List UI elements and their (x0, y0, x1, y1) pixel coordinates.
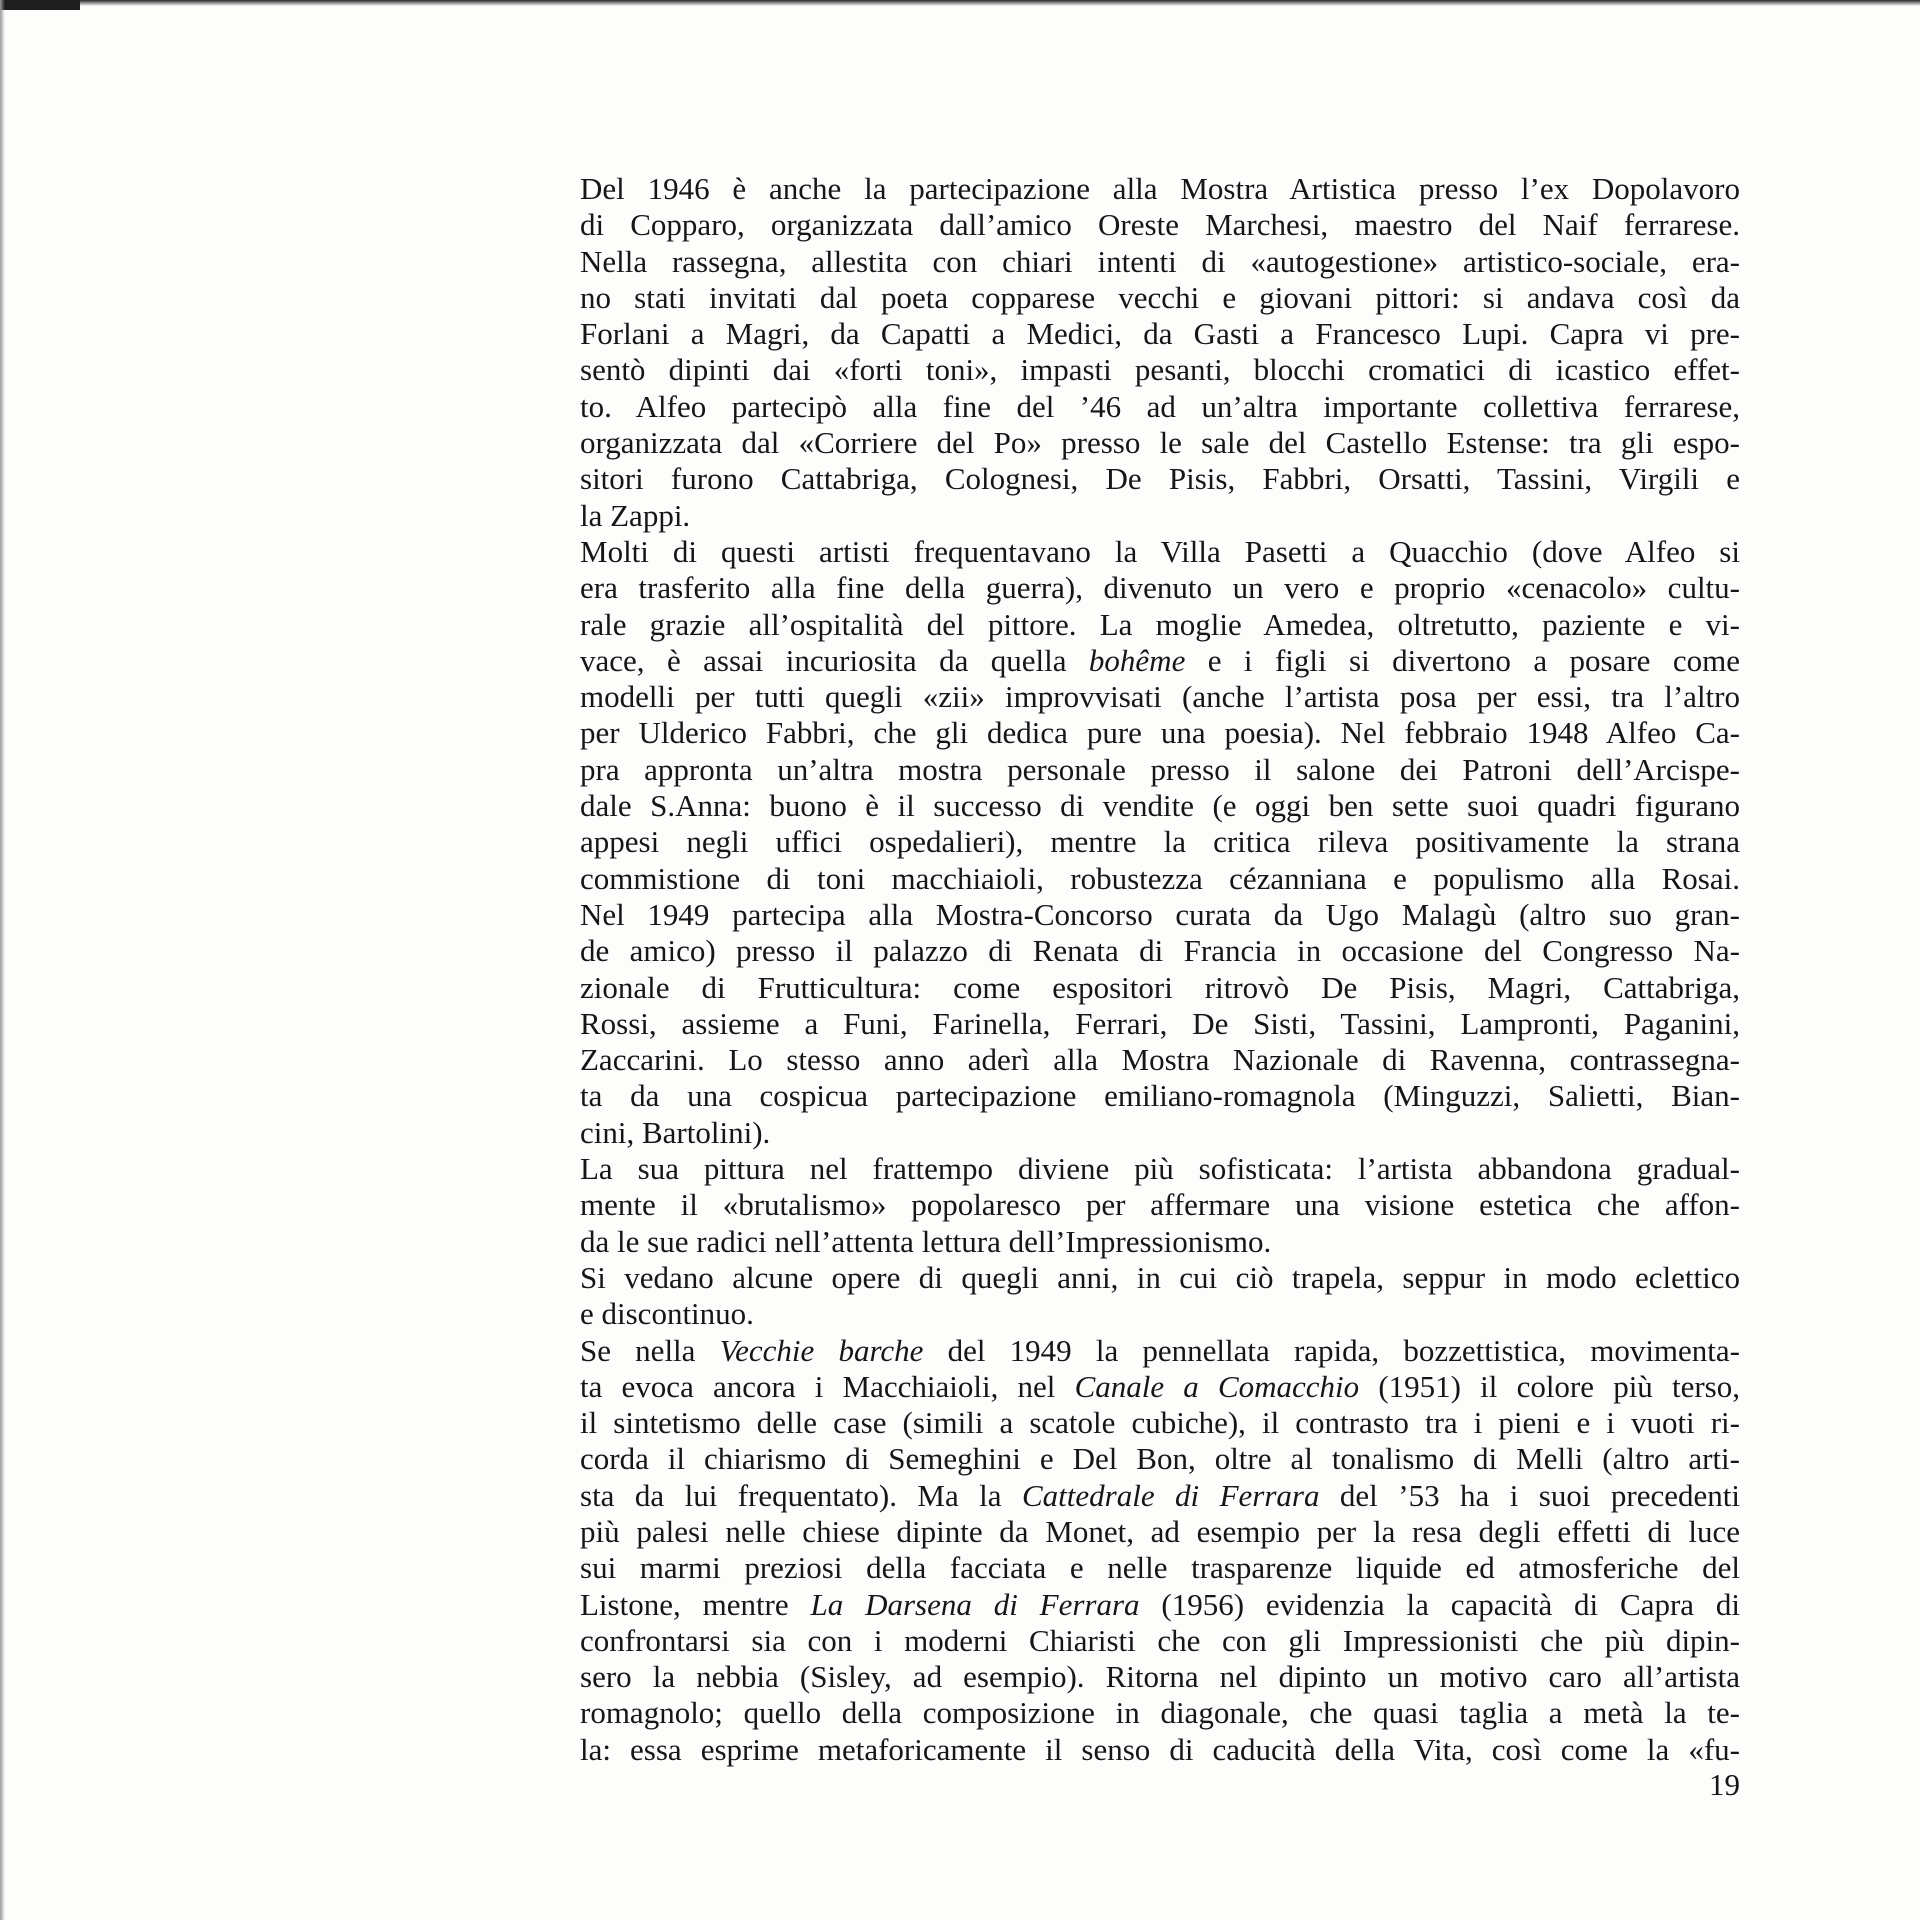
text-line (580, 1078, 1740, 1114)
text-span: la Zappi. (580, 497, 691, 533)
text-line (580, 1695, 1740, 1731)
text-line (580, 1405, 1740, 1441)
text-span: mente il «brutalismo» popolaresco per affermare una visione estetica che affon- (580, 1187, 1740, 1223)
text-span: sta da lui frequentato). Ma la (580, 1477, 1022, 1513)
text-span: (1951) il colore più terso, (1359, 1368, 1740, 1404)
body-text (580, 171, 1740, 1768)
page-corner-shadow (0, 0, 80, 10)
italic-title: bohême (1088, 642, 1186, 678)
text-span: di Copparo, organizzata dall’amico Oreste Marchesi, maestro del Naif ferrarese. (580, 207, 1740, 243)
text-span: de amico) presso il palazzo di Renata di Francia in occasione del Congresso Na- (580, 933, 1740, 969)
page-top-edge (0, 0, 1920, 6)
text-line (580, 352, 1740, 388)
page-left-edge (0, 0, 5, 1920)
text-span: La sua pittura nel frattempo diviene più sofisticata: l’artista abbandona gradual- (580, 1151, 1740, 1187)
text-line (580, 280, 1740, 316)
text-span: Si vedano alcune opere di quegli anni, in cui ciò trapela, seppur in modo eclettico (580, 1259, 1740, 1295)
text-span: sitori furono Cattabriga, Colognesi, De Pisis, Fabbri, Orsatti, Tassini, Virgili e (580, 461, 1740, 497)
text-span: Nella rassegna, allestita con chiari intenti di «autogestione» artistico-sociale, era- (580, 243, 1740, 279)
text-line (580, 861, 1740, 897)
text-line (580, 1369, 1740, 1405)
text-line (580, 1514, 1740, 1550)
text-span: no stati invitati dal poeta copparese vecchi e giovani pittori: si andava così da (580, 279, 1740, 315)
text-line (580, 1224, 1740, 1260)
text-span: zionale di Frutticultura: come espositori ritrovò De Pisis, Magri, Cattabriga, (580, 969, 1740, 1005)
text-span: sui marmi preziosi della facciata e nelle trasparenze liquide ed atmosferiche del (580, 1550, 1740, 1586)
text-line (580, 1659, 1740, 1695)
text-line (580, 1260, 1740, 1296)
text-span: Del 1946 è anche la partecipazione alla Mostra Artistica presso l’ex Dopolavoro (580, 171, 1740, 206)
text-line (580, 1441, 1740, 1477)
text-span: più palesi nelle chiese dipinte da Monet, ad esempio per la resa degli effetti di luce (580, 1513, 1740, 1549)
page-number: 19 (1709, 1767, 1740, 1802)
italic-title: Canale a Comacchio (1074, 1368, 1360, 1404)
text-line (580, 1187, 1740, 1223)
text-span: la: essa esprime metaforicamente il senso di caducità della Vita, così come la «fu- (580, 1731, 1740, 1767)
text-span: pra appronta un’altra mostra personale presso il salone dei Patroni dell’Arcispe- (580, 751, 1740, 787)
text-span: organizzata dal «Corriere del Po» presso le sale del Castello Estense: tra gli espo- (580, 425, 1740, 461)
text-span: Forlani a Magri, da Capatti a Medici, da Gasti a Francesco Lupi. Capra vi pre- (580, 316, 1740, 352)
text-span: il sintetismo delle case (simili a scatole cubiche), il contrasto tra i pieni e i vuoti ri- (580, 1405, 1740, 1441)
text-line (580, 1587, 1740, 1623)
text-span: Nel 1949 partecipa alla Mostra-Concorso curata da Ugo Malagù (altro suo gran- (580, 896, 1740, 932)
text-line (580, 207, 1740, 243)
text-span: ta da una cospicua partecipazione emiliano-romagnola (Minguzzi, Salietti, Bian- (580, 1078, 1740, 1114)
italic-title: Vecchie barche (719, 1332, 924, 1368)
text-line (580, 244, 1740, 280)
text-span: appesi negli uffici ospedalieri), mentre la critica rileva positivamente la strana (580, 824, 1740, 860)
text-line (580, 316, 1740, 352)
text-span: confrontarsi sia con i moderni Chiaristi che con gli Impressionisti che più dipin- (580, 1622, 1740, 1658)
text-line (580, 788, 1740, 824)
text-span: dale S.Anna: buono è il successo di vendite (e oggi ben sette suoi quadri figurano (580, 788, 1740, 824)
text-line (580, 1732, 1740, 1768)
text-span: corda il chiarismo di Semeghini e Del Bon, oltre al tonalismo di Melli (altro arti- (580, 1441, 1740, 1477)
text-span: e discontinuo. (580, 1296, 754, 1332)
text-span: romagnolo; quello della composizione in diagonale, che quasi taglia a metà la te- (580, 1695, 1740, 1731)
text-line (580, 570, 1740, 606)
text-span: Listone, mentre (580, 1586, 811, 1622)
text-span: (1956) evidenzia la capacità di Capra di (1139, 1586, 1740, 1622)
text-span: to. Alfeo partecipò alla fine del ’46 ad un’altra importante collettiva ferrarese, (580, 388, 1740, 424)
text-line (580, 171, 1740, 207)
text-line (580, 933, 1740, 969)
text-line (580, 1042, 1740, 1078)
text-line (580, 498, 1740, 534)
text-line (580, 425, 1740, 461)
text-line (580, 679, 1740, 715)
text-line (580, 824, 1740, 860)
text-span: del ’53 ha i suoi precedenti (1319, 1477, 1740, 1513)
text-line (580, 1151, 1740, 1187)
text-line (580, 643, 1740, 679)
text-line (580, 1296, 1740, 1332)
text-span: Se nella (580, 1332, 720, 1368)
text-line (580, 1478, 1740, 1514)
italic-title: Cattedrale di Ferrara (1022, 1477, 1320, 1513)
text-span: Rossi, assieme a Funi, Farinella, Ferrari, De Sisti, Tassini, Lampronti, Paganini, (580, 1005, 1740, 1041)
text-line (580, 970, 1740, 1006)
text-line (580, 1006, 1740, 1042)
text-span: per Ulderico Fabbri, che gli dedica pure una poesia). Nel febbraio 1948 Alfeo Ca- (580, 715, 1740, 751)
text-span: Zaccarini. Lo stesso anno aderì alla Mostra Nazionale di Ravenna, contrassegna- (580, 1042, 1740, 1078)
text-line (580, 752, 1740, 788)
text-span: da le sue radici nell’attenta lettura dell’Impressionismo. (580, 1223, 1272, 1259)
italic-title: La Darsena di Ferrara (810, 1586, 1140, 1622)
text-span: e i figli si divertono a posare come (1185, 642, 1740, 678)
text-span: rale grazie all’ospitalità del pittore. La moglie Amedea, oltretutto, paziente e vi- (580, 606, 1740, 642)
text-line (580, 715, 1740, 751)
text-span: era trasferito alla fine della guerra), divenuto un vero e proprio «cenacolo» cultu- (580, 570, 1740, 606)
text-span: modelli per tutti quegli «zii» improvvisati (anche l’artista posa per essi, tra l’altro (580, 679, 1740, 715)
text-span: ta evoca ancora i Macchiaioli, nel (580, 1368, 1075, 1404)
text-span: del 1949 la pennellata rapida, bozzettistica, movimenta- (923, 1332, 1740, 1368)
text-line (580, 1115, 1740, 1151)
text-line (580, 1623, 1740, 1659)
text-span: commistione di toni macchiaioli, robustezza cézanniana e populismo alla Rosai. (580, 860, 1740, 896)
text-span: sentò dipinti dai «forti toni», impasti pesanti, blocchi cromatici di icastico effet- (580, 352, 1740, 388)
text-span: Molti di questi artisti frequentavano la Villa Pasetti a Quacchio (dove Alfeo si (580, 533, 1740, 569)
text-line (580, 389, 1740, 425)
text-line (580, 1550, 1740, 1586)
text-line (580, 607, 1740, 643)
text-line (580, 534, 1740, 570)
text-line (580, 897, 1740, 933)
text-line (580, 1333, 1740, 1369)
text-line (580, 461, 1740, 497)
text-span: cini, Bartolini). (580, 1114, 771, 1150)
text-span: sero la nebbia (Sisley, ad esempio). Ritorna nel dipinto un motivo caro all’artista (580, 1659, 1740, 1695)
text-span: vace, è assai incuriosita da quella (580, 642, 1089, 678)
